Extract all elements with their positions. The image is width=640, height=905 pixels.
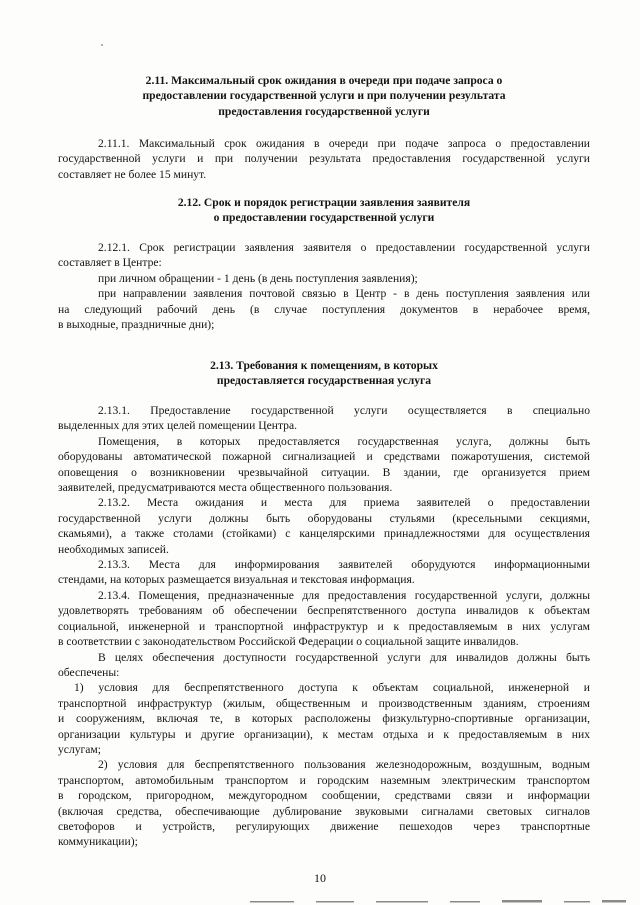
text-line: государственной услуги должны быть оборудованы стульями (кресельными секциями, bbox=[58, 511, 590, 525]
text-line: Помещения, в которых предоставляется государственная услуга, должны быть bbox=[98, 434, 590, 448]
text-line: организации культуры и другие организации), к местам отдыха и к предоставляемым в них bbox=[58, 727, 590, 741]
section-2-12-heading bbox=[58, 195, 590, 226]
heading-line: предоставления государственной услуги bbox=[218, 104, 430, 118]
text-line: государственной услуги и при получении результата предоставления государственной услуги bbox=[58, 152, 590, 166]
text-line: составляет не более 15 минут. bbox=[58, 167, 207, 181]
text-line: В целях обеспечения доступности государственной услуги для инвалидов должны быть bbox=[98, 650, 590, 664]
text-line: оповещения о возникновении чрезвычайной ситуации. В здании, где организуется прием bbox=[58, 465, 590, 479]
text-line: заявителей, предусматриваются места общественного пользования. bbox=[58, 481, 393, 495]
text-line: социальной, инженерной и транспортной инфраструктур и к предоставляемым в них услугам bbox=[58, 619, 590, 633]
text-line: стендами, на которых размещается визуальная и текстовая информация. bbox=[58, 573, 415, 587]
paragraph-2-11-1 bbox=[58, 136, 590, 182]
heading-line: предоставлении государственной услуги и при получении результата bbox=[142, 89, 506, 103]
text-line: транспортом, автомобильным транспортом и городским наземным электрическим транспортом bbox=[58, 773, 590, 787]
text-line: в соответствии с законодательством Российской Федерации о социальной защите инвалидов. bbox=[58, 635, 519, 649]
text-line: светофоров и устройств, регулирующих движение пешеходов через транспортные bbox=[58, 819, 590, 833]
section-2-11-heading bbox=[58, 73, 590, 119]
paragraph-2-12-1 bbox=[58, 240, 590, 332]
text-line: 2.13.2. Места ожидания и места для приема заявителей о предоставлении bbox=[98, 496, 590, 510]
text-line: 2) условия для беспрепятственного пользования железнодорожным, воздушным, водным bbox=[98, 758, 590, 772]
text-line: 2.12.1. Срок регистрации заявления заявителя о предоставлении государственной услуги bbox=[98, 241, 590, 254]
text-line: при личном обращении - 1 день (в день поступления заявления); bbox=[98, 271, 418, 285]
text-line: оборудованы автоматической пожарной сигнализацией и средствами пожаротушения, системой bbox=[58, 450, 590, 464]
page-number: 10 bbox=[314, 871, 326, 885]
text-line: услугам; bbox=[58, 742, 101, 756]
heading-line: предоставляется государственная услуга bbox=[216, 374, 432, 388]
text-line: 2.13.3. Места для информирования заявителей оборудуются информационными bbox=[98, 558, 590, 572]
text-line: транспортной инфраструктур (жилым, общественным и производственным зданиям, строениям bbox=[58, 696, 590, 710]
heading-line: 2.11. Максимальный срок ожидания в очереди при подаче запроса о bbox=[145, 74, 503, 87]
text-line: в городском, пригородном, междугородном сообщении, средствами связи и информации bbox=[58, 789, 590, 803]
text-line: удовлетворять требованиям об обеспечении беспрепятственного доступа инвалидов к объектам bbox=[58, 604, 590, 618]
text-line: 2.11.1. Максимальный срок ожидания в очереди при подаче запроса о предоставлении bbox=[98, 137, 590, 150]
text-line: необходимых записей. bbox=[58, 542, 169, 556]
heading-line: о предоставлении государственной услуги bbox=[213, 211, 435, 225]
scan-speck bbox=[101, 44, 103, 46]
scan-edge-marks bbox=[250, 899, 630, 904]
text-line: при направлении заявления почтовой связью в Центр - в день поступления заявления или bbox=[98, 287, 590, 301]
heading-line: 2.13. Требования к помещениям, в которых bbox=[210, 359, 438, 372]
text-line: коммуникации); bbox=[58, 835, 138, 849]
text-line: на следующий рабочий день (в случае поступления документов в нерабочее время, bbox=[58, 302, 590, 316]
text-line: 1) условия для беспрепятственного доступа к объектам социальной, инженерной и bbox=[74, 681, 590, 695]
text-line: в выходные, праздничные дни); bbox=[58, 318, 215, 332]
section-2-13-heading bbox=[58, 358, 590, 389]
heading-line: 2.12. Срок и порядок регистрации заявления заявителя bbox=[177, 196, 471, 209]
text-line: и сооружениям, включая те, в которых расположены физкультурно-спортивные организации, bbox=[58, 712, 590, 726]
text-line: составляет в Центре: bbox=[58, 256, 162, 270]
section-2-13-body bbox=[58, 403, 590, 850]
text-line: выделенных для этих целей помещении Центра. bbox=[58, 419, 297, 433]
text-line: обеспечены: bbox=[58, 665, 120, 679]
text-line: 2.13.1. Предоставление государственной услуги осуществляется в специально bbox=[98, 404, 590, 417]
text-line: (включая средства, обеспечивающие дублирование звуковыми сигналами световых сигналов bbox=[58, 804, 590, 818]
text-line: скамьями), а также столами (стойками) с канцелярскими принадлежностями для осуществления bbox=[58, 527, 590, 541]
text-line: 2.13.4. Помещения, предназначенные для предоставления государственной услуги, должны bbox=[98, 588, 590, 602]
